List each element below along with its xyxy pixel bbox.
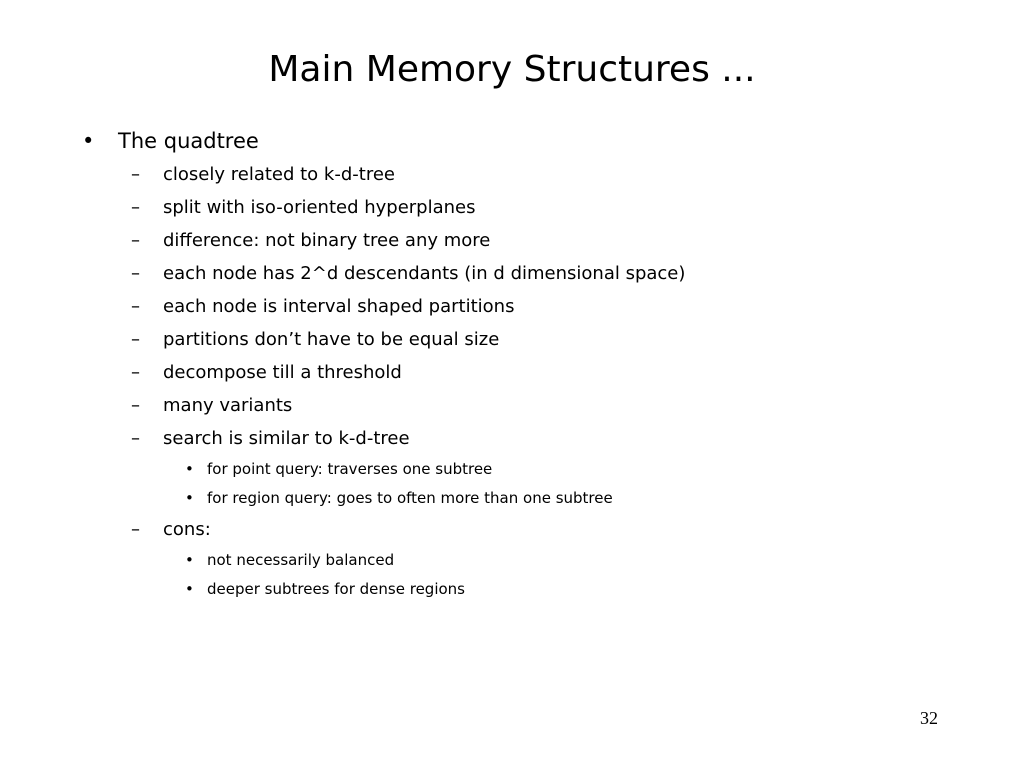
dash-marker: – xyxy=(131,362,140,383)
list-item-text: each node is interval shaped partitions xyxy=(163,296,515,317)
list-item xyxy=(0,513,1024,546)
list-item-text: difference: not binary tree any more xyxy=(163,230,491,251)
list-item xyxy=(0,158,1024,191)
list-item-text: cons: xyxy=(163,519,211,540)
list-item-text: The quadtree xyxy=(118,129,259,153)
list-item-text: many variants xyxy=(163,395,293,416)
dash-marker: – xyxy=(131,395,140,416)
dash-marker: – xyxy=(131,296,140,317)
bullet-marker: • xyxy=(185,489,194,507)
list-item xyxy=(0,575,1024,604)
list-item-text: closely related to k-d-tree xyxy=(163,164,395,185)
dash-marker: – xyxy=(131,329,140,350)
dash-marker: – xyxy=(131,428,140,449)
list-item-text: for region query: goes to often more than one subtree xyxy=(207,489,613,507)
list-item xyxy=(0,546,1024,575)
list-item xyxy=(0,224,1024,257)
list-item-text: partitions don’t have to be equal size xyxy=(163,329,500,350)
dash-marker: – xyxy=(131,197,140,218)
bullet-list xyxy=(0,124,1024,604)
bullet-marker: • xyxy=(185,551,194,569)
bullet-marker: • xyxy=(185,460,194,478)
dash-marker: – xyxy=(131,519,140,540)
list-item-text: deeper subtrees for dense regions xyxy=(207,580,465,598)
slide-title: Main Memory Structures ... xyxy=(268,49,756,90)
list-item-text: split with iso-oriented hyperplanes xyxy=(163,197,476,218)
list-item xyxy=(0,356,1024,389)
bullet-marker: • xyxy=(185,580,194,598)
list-item xyxy=(0,389,1024,422)
list-item xyxy=(0,191,1024,224)
list-item xyxy=(0,422,1024,455)
list-item-text: each node has 2^d descendants (in d dimensional space) xyxy=(163,263,686,284)
slide-number: 32 xyxy=(920,708,938,728)
list-item-text: for point query: traverses one subtree xyxy=(207,460,493,478)
dash-marker: – xyxy=(131,230,140,251)
list-item xyxy=(0,323,1024,356)
list-item xyxy=(0,484,1024,513)
list-item xyxy=(0,290,1024,323)
list-item-text: not necessarily balanced xyxy=(207,551,395,569)
bullet-marker: • xyxy=(82,129,95,153)
list-item-text: decompose till a threshold xyxy=(163,362,402,383)
list-item xyxy=(0,455,1024,484)
list-item xyxy=(0,257,1024,290)
dash-marker: – xyxy=(131,164,140,185)
list-item-text: search is similar to k-d-tree xyxy=(163,428,410,449)
list-item xyxy=(0,124,1024,158)
dash-marker: – xyxy=(131,263,140,284)
